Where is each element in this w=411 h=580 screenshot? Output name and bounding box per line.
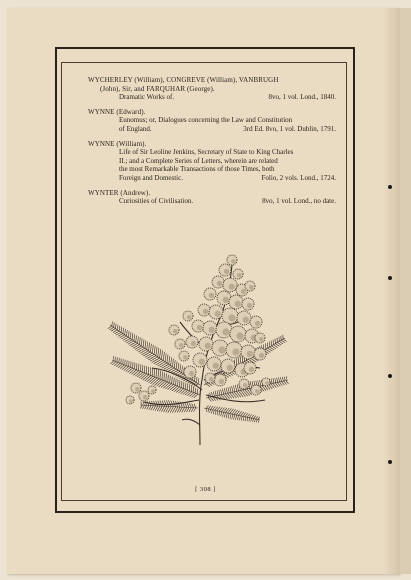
binding-hole bbox=[388, 185, 392, 189]
binding-hole bbox=[388, 374, 392, 378]
work-title: Dramatic Works of. bbox=[119, 93, 175, 102]
imprint: Folio, 2 vols. Lond., 1724. bbox=[261, 173, 336, 182]
imprint: 8vo, 1 vol. Lond., 1840. bbox=[268, 93, 336, 102]
work-title-cont: of England. bbox=[119, 124, 152, 133]
wattle-flower-icon bbox=[100, 230, 300, 454]
binding-hole bbox=[388, 276, 392, 280]
author-heading: WYNNE (William). bbox=[88, 139, 147, 148]
author-heading-cont: (John), Sir, and FARQUHAR (George). bbox=[100, 84, 215, 93]
work-title: Eunomus; or, Dialogues concerning the Law and Constitution bbox=[119, 116, 293, 125]
author-heading: WYCHERLEY (William), CONGREVE (William), VANBRUGH bbox=[88, 76, 279, 84]
catalogue-entry bbox=[88, 108, 336, 134]
author-heading: WYNTER (Andrew). bbox=[88, 188, 151, 197]
work-title-cont: the most Remarkable Transactions of those Times, both bbox=[119, 165, 275, 174]
catalogue-entry bbox=[88, 140, 336, 183]
catalogue-entry bbox=[88, 76, 336, 102]
page-number: [ 308 ] bbox=[195, 486, 216, 493]
work-title: Curiosities of Civilisation. bbox=[119, 197, 194, 206]
imprint: 8vo, 1 vol. Lond., no date. bbox=[262, 197, 336, 206]
author-heading: WYNNE (Edward). bbox=[88, 107, 146, 116]
catalogue-entries bbox=[88, 76, 336, 212]
work-title-cont: II.; and a Complete Series of Letters, wherein are related bbox=[119, 156, 278, 165]
catalogue-entry bbox=[88, 189, 336, 206]
work-title: Life of Sir Leoline Jenkins, Secretary of State to King Charles bbox=[119, 148, 294, 157]
imprint: 3rd Ed. 8vo, 1 vol. Dublin, 1791. bbox=[243, 124, 336, 133]
binding-hole bbox=[388, 460, 392, 464]
work-title-cont: Foreign and Domestic. bbox=[119, 173, 183, 182]
